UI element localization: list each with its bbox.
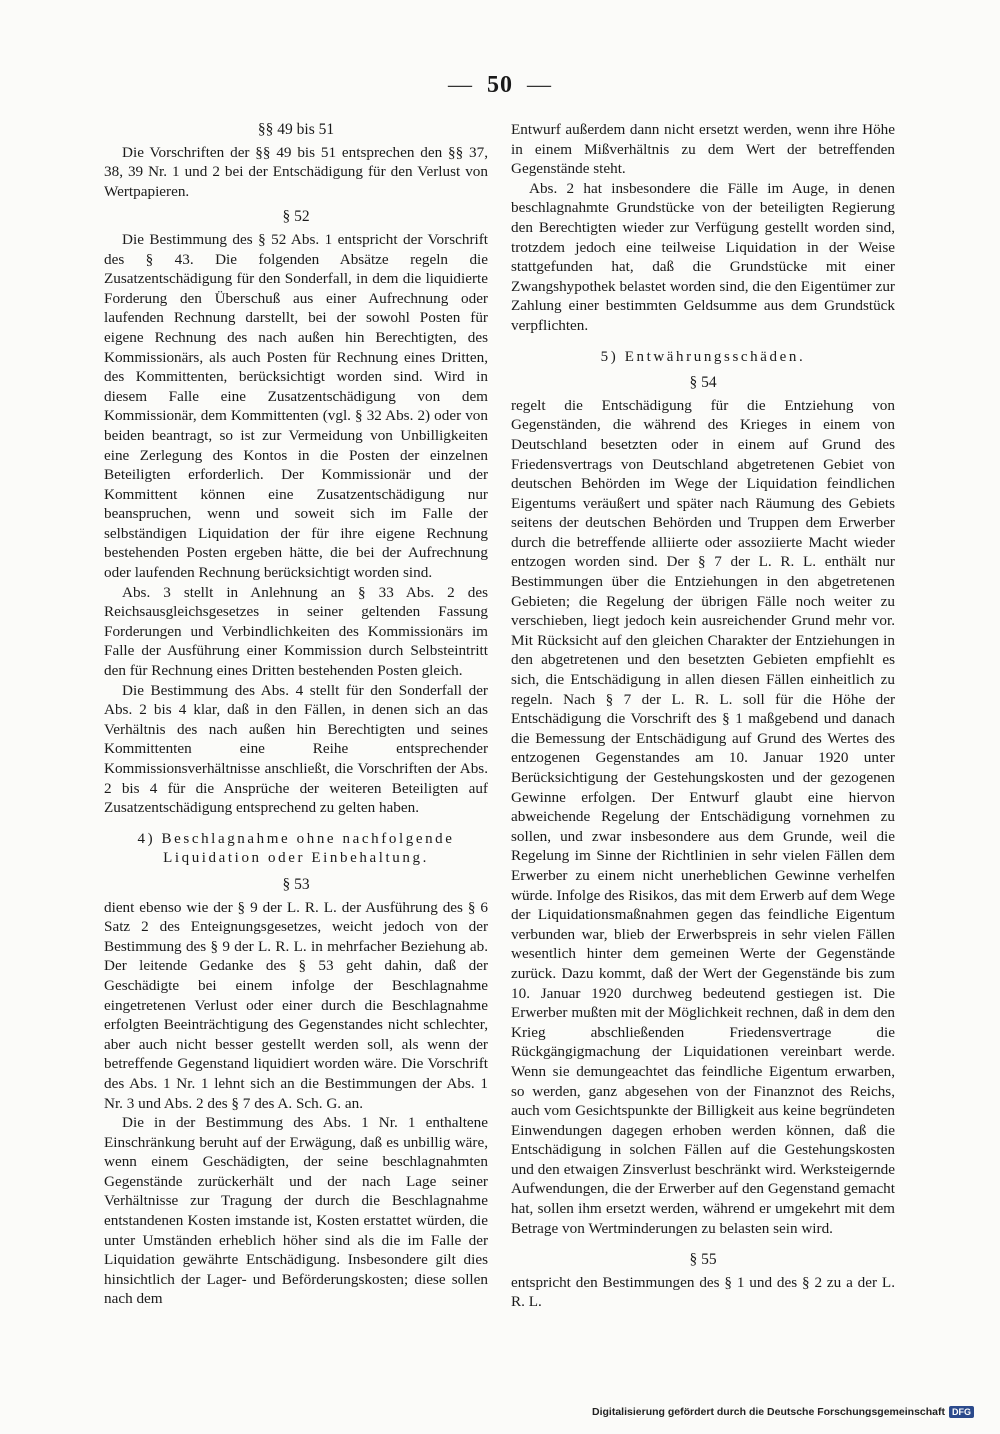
page-number-value: 50: [487, 72, 513, 98]
chapter-heading-line: 4) Beschlagnahme ohne nachfolgende: [137, 830, 455, 847]
paragraph: Die Vorschriften der §§ 49 bis 51 entsprechen den §§ 37, 38, 39 Nr. 1 und 2 bei der Entschädigung für den Verlust von Wertpapieren.: [104, 143, 488, 200]
paragraph: regelt die Entschädigung für die Entziehung von Gegenständen, die während des Krieges in einem von Deutschland besetzten oder in einem auf Grund des Friedensvertrags von Deutschland abgetretenen Gebiet von deutschen Behörden im Wege der Liquidation feindlichen Eigentums veräußert und später nach Räumung des Gebiets seitens der deutschen Behörden und Truppen dem Erwerber durch die betreffende alliierte oder assoziierte Macht wieder entzogen worden sind. Der § 7 der L. R. L. enthält nur Bestimmungen über die Entziehungen in den abgetretenen Gebieten; die Regelung der übrigen Fälle noch weiter zu verschieben, liegt jedoch kein ausreichender Grund mehr vor. Mit Rücksicht auf den gleichen Charakter der Entziehungen in den abgetretenen und den besetzten Gebieten empfiehlt es sich, die Entschädigung in allen diesen Fällen einheitlich zu regeln. Nach § 7 der L. R. L. soll für die Höhe der Entschädigung die Vorschrift des § 1 maßgebend und danach die Bemessung der Entschädigung auf Grund des Wertes des entzogenen Gegenstandes am 10. Januar 1920 unter Berücksichtigung der Gestehungskosten und der gezogenen Gewinne erfolgen. Der Entwurf glaubt eine hiervon abweichende Regelung der Entschädigung vornehmen zu sollen, und zwar insbesondere aus dem Grunde, weil die Regelung im Sinne der Richtlinien in sehr vielen Fällen dem Erwerber zu einem nicht unerheblichen Gewinne verhelfen würde. Infolge des Risikos, das mit dem Erwerb auf dem Wege der Liquidationsmaßnahmen gegen das feindliche Eigentum verbunden war, blieb der Erwerbspreis in sehr vielen Fällen wesentlich hinter dem gemeinen Werte der Gegenstände zurück. Dazu kommt, daß der Wert der Gegenstände bis zum 10. Januar 1920 durchweg bedeutend gestiegen ist. Die Erwerber mußten mit der Möglichkeit rechnen, daß in dem den Krieg abschließenden Friedensvertrage die Rückgängigmachung der Liquidationen vereinbart werde. Wenn sie demungeachtet das feindliche Eigentum erwarben, so werden, ganz abgesehen von der Finanznot des Reichs, auch vom Gesichtspunkte der Billigkeit aus keine begründeten Einwendungen dagegen erhoben werden können, daß die Entschädigung in solchen Fällen auf die Gestehungskosten und den etwaigen Zinsverlust beschränkt wird. Werksteigernde Aufwendungen, die der Erwerber auf den Gegenstand gemacht hat, sollen ihm ersetzt werden, während er umgekehrt mit dem Betrage von Wertminderungen zu belasten sein wird.: [511, 396, 895, 1237]
paragraph: entspricht den Bestimmungen des § 1 und des § 2 zu a der L. R. L.: [511, 1273, 895, 1311]
left-column: [104, 120, 488, 1309]
section-title-55: § 55: [689, 1251, 717, 1269]
section-title-49-51: §§ 49 bis 51: [257, 121, 335, 138]
section-title-54: § 54: [689, 374, 717, 392]
paragraph: Entwurf außerdem dann nicht ersetzt werden, wenn ihre Höhe in einem Mißverhältnis zu dem Wert der betreffenden Gegenstände steht.: [511, 121, 895, 178]
paragraph: Abs. 2 hat insbesondere die Fälle im Auge, in denen beschlagnahmte Grundstücke von der beteiligten Regierung den Berechtigten wieder zur Verfügung gestellt worden sind, trotzdem jedoch eine teilweise Liquidation in der Weise stattgefunden hat, daß die Grundstücke mit einer Zwangshypothek belastet worden sind, die den Eigentümer zur Zahlung einer bestimmten Geldsumme aus dem Grundstück verpflichten.: [511, 179, 895, 334]
paragraph: Abs. 3 stellt in Anlehnung an § 33 Abs. 2 des Reichsausgleichsgesetzes in seiner geltenden Fassung Forderungen und Verbindlichkeiten des Kommissionärs im Falle der Ausführung einer Kommission durch Selbsteintritt den für Rechnung eines Dritten bestehenden Posten gleich.: [104, 583, 488, 680]
footer-text: Digitalisierung gefördert durch die Deutsche Forschungsgemeinschaft: [592, 1406, 945, 1418]
chapter-heading-line: Liquidation oder Einbehaltung.: [163, 850, 429, 867]
chapter-heading-4: [104, 830, 488, 869]
paragraph: dient ebenso wie der § 9 der L. R. L. der Ausführung des § 6 Satz 2 des Enteignungsgesetzes, weicht jedoch von der Bestimmung des § 9 der L. R. L. in mehrfacher Beziehung ab. Der leitende Gedanke des § 53 geht dahin, daß der Geschädigte bei einem infolge der Beschlagnahme eingetretenen Verlust oder einer durch die Beschlagnahme erfolgten Beeinträchtigung des Gegenstandes nicht schlechter, aber auch nicht besser gestellt werden soll, als wenn der betreffende Gegenstand liquidiert worden wäre. Die Vorschrift des Abs. 1 Nr. 1 lehnt sich an die Bestimmungen der Abs. 1 Nr. 3 und Abs. 2 des § 7 des A. Sch. G. an.: [104, 898, 488, 1112]
section-title-53: § 53: [282, 875, 310, 893]
paragraph: Die Bestimmung des § 52 Abs. 1 entspricht der Vorschrift des § 43. Die folgenden Absätze regeln die Zusatzentschädigung für den Sonderfall, in dem die liquidierte Forderung den Überschuß aus einer Aufrechnung oder laufenden Rechnung darstellt, bei der sowohl Posten für eigene Rechnung des nach außen hin Berechtigten, des Kommissionärs, als auch Posten für Rechnung eines Dritten, des Kommittenten, berücksichtigt worden sind. Wird in diesem Falle eine Zusatzentschädigung von dem Kommissionär, dem Kommittenten (vgl. § 32 Abs. 2) oder von beiden beantragt, so ist zur Vermeidung von Unbilligkeiten eine Zerlegung des Kontos in die Posten der einzelnen Beteiligten erforderlich. Der Kommissionär und der Kommittent können eine Zusatzentschädigung nur beanspruchen, wenn und soweit sich im Falle der selbständigen Liquidation der für ihre eigene Rechnung bestehenden Posten ergeben hätte, die bei der Aufrechnung oder laufenden Rechnung berücksichtigt worden sind.: [104, 230, 488, 582]
right-column: [511, 120, 895, 1312]
section-title-52: § 52: [282, 208, 310, 226]
dfg-logo: DFG: [949, 1406, 974, 1418]
digitization-footer: [592, 1406, 974, 1418]
paragraph: Die in der Bestimmung des Abs. 1 Nr. 1 enthaltene Einschränkung beruht auf der Erwägung, daß es unbillig wäre, wenn einem Geschädigten, der seine beschlagnahmten Gegenstände zurückerhält und der nach Lage seiner Verhältnisse zur Tragung der durch die Beschlagnahme entstandenen Kosten imstande ist, Kosten erstattet würden, die unter Umständen erheblich höher sind als die im Falle der Liquidation gewährte Entschädigung. Insbesondere gilt dies hinsichtlich der Lager- und Beförderungskosten; diese sollen nach dem: [104, 1114, 488, 1308]
paragraph: Die Bestimmung des Abs. 4 stellt für den Sonderfall der Abs. 2 bis 4 klar, daß in den Fällen, in denen sich an das Verhältnis des nach außen hin Berechtigten und seines Kommittenten eine Reihe entsprechender Kommissionsverhältnisse anschließt, die Vorschriften der Abs. 2 bis 4 für die Ansprüche der weiteren Beteiligten auf Zusatzentschädigung entsprechend zu gelten haben.: [104, 681, 488, 817]
chapter-heading-5: 5) Entwährungsschäden.: [600, 348, 806, 365]
page-number: — 50 —: [448, 72, 552, 98]
